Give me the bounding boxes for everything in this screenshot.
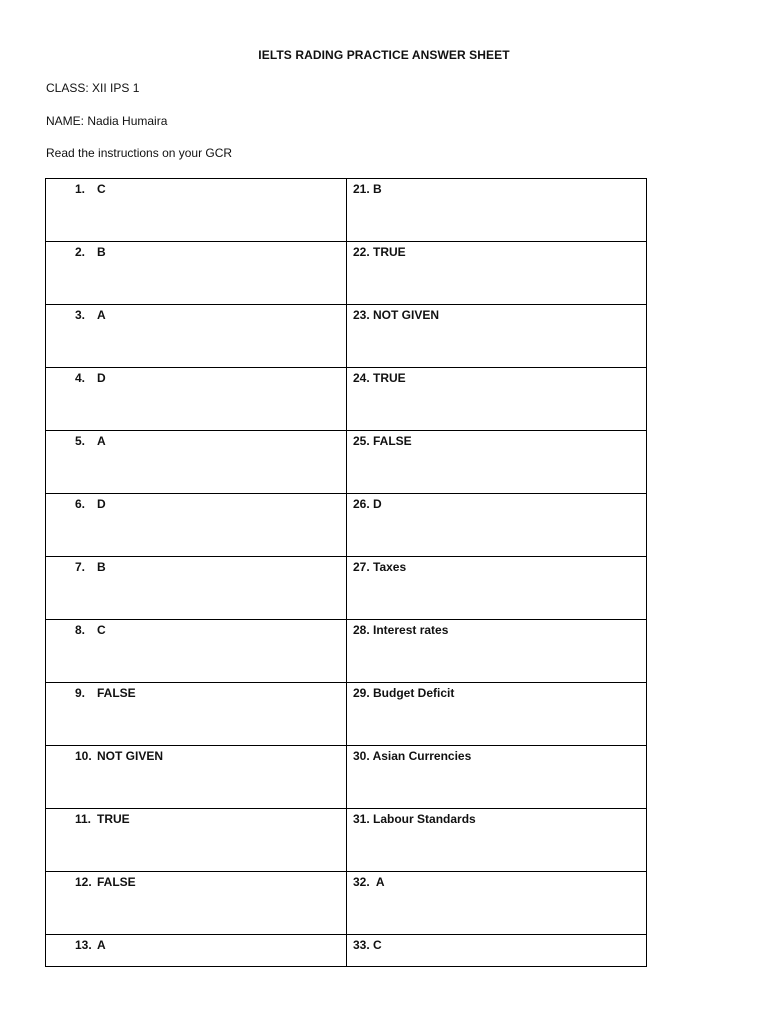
answer-cell-13: [46, 935, 347, 967]
answer-cell-2: [46, 242, 347, 305]
answer-cell-6: [46, 494, 347, 557]
question-number: 5.: [75, 434, 86, 448]
answer-cell-26: [347, 494, 647, 557]
answer-text: 28. Interest rates: [353, 623, 449, 637]
answer-cell-23: [347, 305, 647, 368]
question-number: 12.: [75, 875, 92, 889]
answer-text: TRUE: [97, 812, 130, 826]
answer-text: B: [97, 245, 106, 259]
student-name-line: NAME: Nadia Humaira: [46, 114, 168, 128]
answer-cell-7: [46, 557, 347, 620]
question-number: 10.: [75, 749, 92, 763]
answer-cell-1: [46, 179, 347, 242]
answer-cell-29: [347, 683, 647, 746]
answer-text: 32. A: [353, 875, 385, 889]
answer-cell-8: [46, 620, 347, 683]
answer-cell-12: [46, 872, 347, 935]
answer-cell-32: [347, 872, 647, 935]
answer-text: A: [97, 308, 106, 322]
table-row: [46, 305, 647, 368]
answer-text: A: [97, 938, 106, 952]
question-number: 13.: [75, 938, 92, 952]
answer-text: 33. C: [353, 938, 382, 952]
answer-cell-22: [347, 242, 647, 305]
question-number: 9.: [75, 686, 86, 700]
answer-cell-27: [347, 557, 647, 620]
answer-cell-10: [46, 746, 347, 809]
table-row: [46, 746, 647, 809]
instructions-line: Read the instructions on your GCR: [46, 146, 233, 160]
question-number: 2.: [75, 245, 86, 259]
question-number: 6.: [75, 497, 86, 511]
answer-cell-28: [347, 620, 647, 683]
answer-text: 31. Labour Standards: [353, 812, 476, 826]
answer-text: 25. FALSE: [353, 434, 412, 448]
answer-cell-9: [46, 683, 347, 746]
answer-cell-24: [347, 368, 647, 431]
answer-text: 24. TRUE: [353, 371, 406, 385]
answer-text: 27. Taxes: [353, 560, 407, 574]
answer-cell-3: [46, 305, 347, 368]
answer-cell-21: [347, 179, 647, 242]
answer-cell-33: [347, 935, 647, 967]
answer-cell-30: [347, 746, 647, 809]
table-row: [46, 809, 647, 872]
table-row: [46, 431, 647, 494]
answer-text: FALSE: [97, 875, 136, 889]
answer-text: C: [97, 182, 106, 196]
answer-text: C: [97, 623, 106, 637]
answer-table: [45, 178, 647, 967]
answer-text: A: [97, 434, 106, 448]
answer-text: 23. NOT GIVEN: [353, 308, 440, 322]
answer-text: 30. Asian Currencies: [353, 749, 472, 763]
class-line: CLASS: XII IPS 1: [46, 81, 140, 95]
table-row: [46, 494, 647, 557]
answer-text: D: [97, 371, 106, 385]
question-number: 7.: [75, 560, 86, 574]
answer-cell-25: [347, 431, 647, 494]
table-row: [46, 179, 647, 242]
answer-text: 21. B: [353, 182, 382, 196]
page-title: IELTS RADING PRACTICE ANSWER SHEET: [258, 48, 510, 62]
answer-cell-4: [46, 368, 347, 431]
answer-text: 29. Budget Deficit: [353, 686, 455, 700]
answer-cell-31: [347, 809, 647, 872]
table-row: [46, 242, 647, 305]
question-number: 1.: [75, 182, 86, 196]
question-number: 3.: [75, 308, 86, 322]
answer-text: 26. D: [353, 497, 382, 511]
table-row: [46, 683, 647, 746]
answer-text: B: [97, 560, 106, 574]
table-row: [46, 557, 647, 620]
question-number: 11.: [75, 812, 92, 826]
answer-text: FALSE: [97, 686, 136, 700]
answer-text: NOT GIVEN: [97, 749, 164, 763]
question-number: 4.: [75, 371, 86, 385]
answer-text: D: [97, 497, 106, 511]
answer-cell-5: [46, 431, 347, 494]
question-number: 8.: [75, 623, 86, 637]
answer-cell-11: [46, 809, 347, 872]
table-row: [46, 935, 647, 967]
table-row: [46, 368, 647, 431]
table-row: [46, 620, 647, 683]
table-row: [46, 872, 647, 935]
answer-text: 22. TRUE: [353, 245, 406, 259]
